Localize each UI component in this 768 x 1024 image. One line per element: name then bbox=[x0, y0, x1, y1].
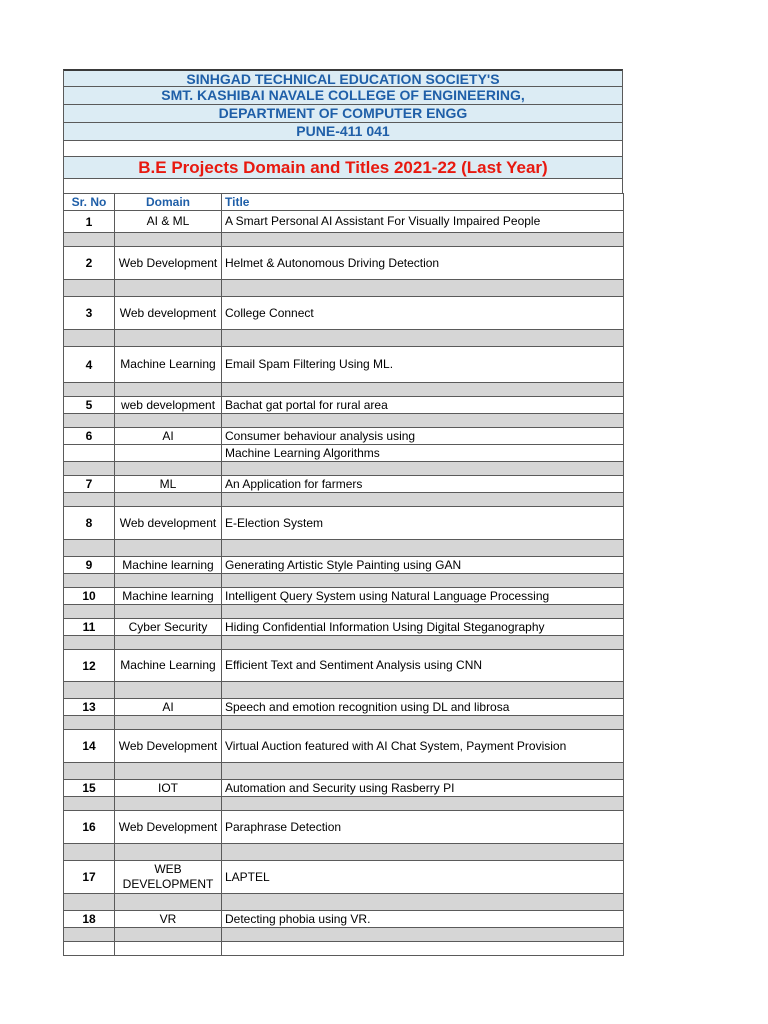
domain-cell: web development bbox=[115, 397, 222, 414]
title-cell: Bachat gat portal for rural area bbox=[222, 397, 624, 414]
spacer-row bbox=[64, 414, 624, 428]
domain-cell: ML bbox=[115, 476, 222, 493]
title-cell: Detecting phobia using VR. bbox=[222, 911, 624, 928]
spacer-cell bbox=[115, 636, 222, 650]
table-row bbox=[64, 730, 624, 763]
domain-cell: WEB DEVELOPMENT bbox=[115, 861, 222, 894]
spacer-row bbox=[64, 928, 624, 942]
spacer-cell bbox=[64, 894, 115, 911]
spacer-cell bbox=[115, 716, 222, 730]
spacer-cell bbox=[115, 682, 222, 699]
title-cell: Efficient Text and Sentiment Analysis using CNN bbox=[222, 650, 624, 682]
title-cell: Intelligent Query System using Natural Language Processing bbox=[222, 588, 624, 605]
table-row bbox=[64, 211, 624, 233]
blank-row bbox=[63, 141, 623, 157]
sr-no-cell: 3 bbox=[64, 297, 115, 330]
spacer-row bbox=[64, 540, 624, 557]
blank-row bbox=[64, 942, 624, 956]
spacer-row bbox=[64, 493, 624, 507]
spacer-cell bbox=[115, 894, 222, 911]
spacer-cell bbox=[222, 682, 624, 699]
table-row bbox=[64, 347, 624, 383]
spacer-cell bbox=[222, 797, 624, 811]
spacer-cell bbox=[64, 233, 115, 247]
spacer-cell bbox=[115, 462, 222, 476]
table-row bbox=[64, 428, 624, 445]
table-row bbox=[64, 780, 624, 797]
spacer-cell bbox=[115, 330, 222, 347]
table-row bbox=[64, 397, 624, 414]
spacer-cell bbox=[222, 330, 624, 347]
domain-cell: Web Development bbox=[115, 811, 222, 844]
spacer-cell bbox=[222, 894, 624, 911]
sr-no-cell: 1 bbox=[64, 211, 115, 233]
spacer-cell bbox=[222, 493, 624, 507]
table-row bbox=[64, 619, 624, 636]
empty-cell bbox=[64, 445, 115, 462]
spacer-cell bbox=[222, 574, 624, 588]
spacer-row bbox=[64, 383, 624, 397]
city-pincode: PUNE-411 041 bbox=[63, 123, 623, 141]
spreadsheet bbox=[63, 69, 623, 956]
title-cell: Generating Artistic Style Painting using GAN bbox=[222, 557, 624, 574]
spacer-cell bbox=[115, 928, 222, 942]
page-title: B.E Projects Domain and Titles 2021-22 (Last Year) bbox=[63, 157, 623, 179]
spacer-row bbox=[64, 330, 624, 347]
table-row bbox=[64, 507, 624, 540]
sr-no-cell: 8 bbox=[64, 507, 115, 540]
domain-cell: AI bbox=[115, 428, 222, 445]
empty-cell bbox=[64, 942, 115, 956]
domain-cell: AI & ML bbox=[115, 211, 222, 233]
empty-cell bbox=[115, 942, 222, 956]
table-row bbox=[64, 247, 624, 280]
title-cell: Virtual Auction featured with AI Chat System, Payment Provision bbox=[222, 730, 624, 763]
title-cell: Paraphrase Detection bbox=[222, 811, 624, 844]
spacer-row bbox=[64, 574, 624, 588]
column-header-domain: Domain bbox=[115, 194, 222, 211]
college-name: SMT. KASHIBAI NAVALE COLLEGE OF ENGINEERING, bbox=[63, 87, 623, 105]
spacer-cell bbox=[64, 763, 115, 780]
sr-no-cell: 16 bbox=[64, 811, 115, 844]
spacer-cell bbox=[64, 330, 115, 347]
spacer-cell bbox=[115, 233, 222, 247]
table-row bbox=[64, 588, 624, 605]
table-row bbox=[64, 861, 624, 894]
spacer-cell bbox=[115, 540, 222, 557]
domain-cell: IOT bbox=[115, 780, 222, 797]
column-header-sr-no: Sr. No bbox=[64, 194, 115, 211]
spacer-cell bbox=[64, 716, 115, 730]
spacer-row bbox=[64, 894, 624, 911]
spacer-cell bbox=[222, 928, 624, 942]
spacer-cell bbox=[115, 574, 222, 588]
spacer-cell bbox=[115, 605, 222, 619]
sr-no-cell: 6 bbox=[64, 428, 115, 445]
sr-no-cell: 18 bbox=[64, 911, 115, 928]
sr-no-cell: 2 bbox=[64, 247, 115, 280]
table-header-row bbox=[64, 194, 624, 211]
sr-no-cell: 11 bbox=[64, 619, 115, 636]
spacer-cell bbox=[222, 844, 624, 861]
domain-cell: Web development bbox=[115, 297, 222, 330]
table-row-continuation bbox=[64, 445, 624, 462]
blank-row bbox=[63, 179, 623, 193]
department-name: DEPARTMENT OF COMPUTER ENGG bbox=[63, 105, 623, 123]
title-cell: Email Spam Filtering Using ML. bbox=[222, 347, 624, 383]
domain-cell: Cyber Security bbox=[115, 619, 222, 636]
column-header-title: Title bbox=[222, 194, 624, 211]
society-name: SINHGAD TECHNICAL EDUCATION SOCIETY'S bbox=[63, 69, 623, 87]
title-cell-continued: Machine Learning Algorithms bbox=[222, 445, 624, 462]
spacer-cell bbox=[64, 383, 115, 397]
spacer-cell bbox=[222, 414, 624, 428]
title-cell: Consumer behaviour analysis using bbox=[222, 428, 624, 445]
spacer-cell bbox=[64, 574, 115, 588]
spacer-cell bbox=[222, 605, 624, 619]
spacer-cell bbox=[115, 763, 222, 780]
title-cell: Hiding Confidential Information Using Digital Steganography bbox=[222, 619, 624, 636]
spacer-cell bbox=[115, 493, 222, 507]
spacer-cell bbox=[64, 493, 115, 507]
sr-no-cell: 17 bbox=[64, 861, 115, 894]
domain-cell: Machine learning bbox=[115, 557, 222, 574]
domain-cell: Web Development bbox=[115, 730, 222, 763]
spacer-cell bbox=[222, 462, 624, 476]
table-row bbox=[64, 297, 624, 330]
projects-table bbox=[63, 193, 624, 956]
spacer-row bbox=[64, 716, 624, 730]
table-row bbox=[64, 911, 624, 928]
domain-cell: Web development bbox=[115, 507, 222, 540]
spacer-cell bbox=[222, 233, 624, 247]
domain-cell: Machine Learning bbox=[115, 347, 222, 383]
domain-cell: AI bbox=[115, 699, 222, 716]
spacer-cell bbox=[64, 844, 115, 861]
spacer-cell bbox=[115, 844, 222, 861]
spacer-cell bbox=[222, 540, 624, 557]
spacer-cell bbox=[64, 280, 115, 297]
title-cell: College Connect bbox=[222, 297, 624, 330]
domain-cell: Web Development bbox=[115, 247, 222, 280]
sr-no-cell: 7 bbox=[64, 476, 115, 493]
spacer-row bbox=[64, 797, 624, 811]
domain-cell: Machine Learning bbox=[115, 650, 222, 682]
title-cell: An Application for farmers bbox=[222, 476, 624, 493]
sr-no-cell: 4 bbox=[64, 347, 115, 383]
domain-cell: Machine learning bbox=[115, 588, 222, 605]
title-cell: LAPTEL bbox=[222, 861, 624, 894]
spacer-cell bbox=[64, 682, 115, 699]
spacer-cell bbox=[222, 383, 624, 397]
spacer-cell bbox=[222, 636, 624, 650]
title-cell: Helmet & Autonomous Driving Detection bbox=[222, 247, 624, 280]
table-row bbox=[64, 557, 624, 574]
spacer-cell bbox=[64, 636, 115, 650]
spacer-cell bbox=[115, 797, 222, 811]
spacer-cell bbox=[115, 383, 222, 397]
table-row bbox=[64, 699, 624, 716]
sr-no-cell: 10 bbox=[64, 588, 115, 605]
spacer-cell bbox=[222, 280, 624, 297]
spacer-cell bbox=[64, 540, 115, 557]
sr-no-cell: 12 bbox=[64, 650, 115, 682]
spacer-cell bbox=[222, 716, 624, 730]
spacer-row bbox=[64, 605, 624, 619]
empty-cell bbox=[115, 445, 222, 462]
title-cell: E-Election System bbox=[222, 507, 624, 540]
spacer-cell bbox=[64, 462, 115, 476]
domain-cell: VR bbox=[115, 911, 222, 928]
spacer-cell bbox=[64, 414, 115, 428]
spacer-row bbox=[64, 280, 624, 297]
spacer-cell bbox=[115, 280, 222, 297]
spacer-row bbox=[64, 636, 624, 650]
title-cell: A Smart Personal AI Assistant For Visually Impaired People bbox=[222, 211, 624, 233]
spacer-row bbox=[64, 763, 624, 780]
sr-no-cell: 5 bbox=[64, 397, 115, 414]
title-cell: Speech and emotion recognition using DL and librosa bbox=[222, 699, 624, 716]
title-cell: Automation and Security using Rasberry PI bbox=[222, 780, 624, 797]
spacer-row bbox=[64, 462, 624, 476]
spacer-row bbox=[64, 233, 624, 247]
spacer-row bbox=[64, 682, 624, 699]
sr-no-cell: 15 bbox=[64, 780, 115, 797]
sr-no-cell: 14 bbox=[64, 730, 115, 763]
spacer-cell bbox=[64, 928, 115, 942]
spacer-cell bbox=[222, 763, 624, 780]
spacer-cell bbox=[64, 605, 115, 619]
sr-no-cell: 13 bbox=[64, 699, 115, 716]
empty-cell bbox=[222, 942, 624, 956]
spacer-row bbox=[64, 844, 624, 861]
spacer-cell bbox=[115, 414, 222, 428]
table-row bbox=[64, 811, 624, 844]
sr-no-cell: 9 bbox=[64, 557, 115, 574]
table-row bbox=[64, 650, 624, 682]
spacer-cell bbox=[64, 797, 115, 811]
table-row bbox=[64, 476, 624, 493]
